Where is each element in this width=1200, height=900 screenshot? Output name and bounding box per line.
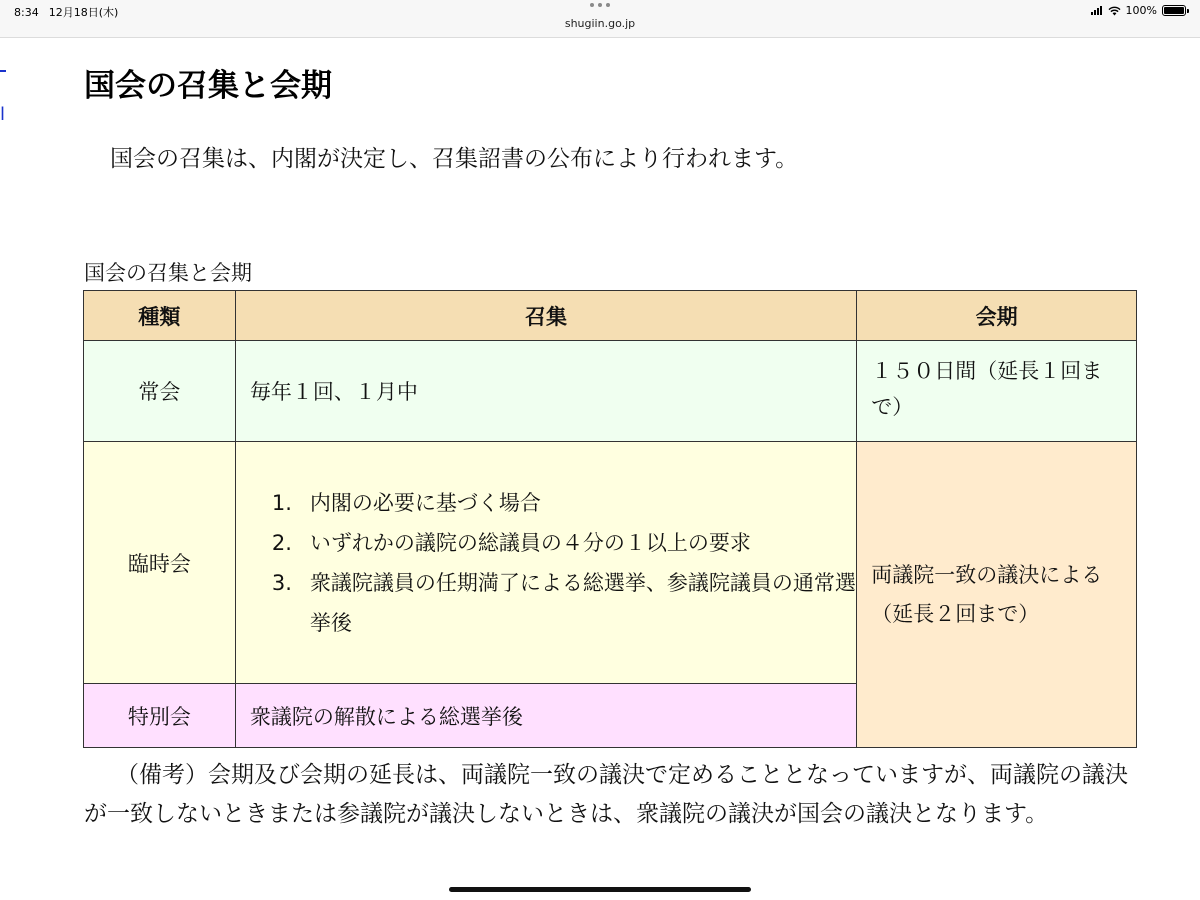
cell-convocation-rinji	[235, 442, 856, 684]
status-time: 8:34	[14, 6, 39, 19]
cell-session-jokai: １５０日間（延長１回まで）	[857, 341, 1137, 442]
header-kind: 種類	[84, 291, 236, 341]
list-item: 1. 内閣の必要に基づく場合	[271, 490, 541, 515]
table-header-row	[84, 291, 1137, 341]
cell-kind-jokai: 常会	[84, 341, 236, 442]
list-item: 2. いずれかの議院の総議員の４分の１以上の要求	[271, 530, 751, 555]
remarks-note: （備考）会期及び会期の延長は、両議院一致の議決で定めることとなっていますが、両議院の議決が一致しないときまたは参議院が議決しないときは、衆議院の議決が国会の議決となります。	[84, 762, 1128, 827]
list-item: 3. 衆議院議員の任期満了による総選挙、参議院議員の通常選挙後	[271, 570, 856, 635]
url-label[interactable]: shugiin.go.jp	[564, 17, 636, 30]
table-row-jokai	[84, 341, 1137, 442]
cell-kind-rinji: 臨時会	[84, 442, 236, 684]
cellular-signal-icon	[1091, 6, 1103, 15]
header-session: 会期	[857, 291, 1137, 341]
table-row-rinji	[84, 442, 1137, 684]
intro-text: 国会の召集は、内閣が決定し、召集詔書の公布により行われます。	[110, 146, 799, 172]
header-convocation: 召集	[235, 291, 856, 341]
status-bar	[0, 0, 1200, 38]
cell-kind-tokubetsu: 特別会	[84, 684, 236, 748]
cell-session-shared	[857, 442, 1137, 748]
multitasking-dots-icon[interactable]	[590, 3, 610, 9]
home-indicator[interactable]	[449, 887, 751, 892]
status-date: 12月18日(木)	[48, 6, 119, 19]
cell-convocation-jokai: 毎年１回、１月中	[235, 341, 856, 442]
cut-off-link-fragment-2[interactable]: l	[0, 104, 6, 125]
wifi-icon	[1108, 6, 1121, 16]
cut-off-link-fragment[interactable]	[0, 70, 6, 72]
table-caption: 国会の召集と会期	[84, 261, 252, 285]
shared-session-line1: 両議院一致の議決による	[871, 562, 1103, 587]
page-title: 国会の召集と会期	[84, 68, 332, 104]
requirements-list	[236, 483, 856, 643]
status-indicators	[1091, 4, 1186, 17]
session-table	[83, 290, 1137, 748]
battery-icon	[1162, 5, 1186, 16]
shared-session-line2: （延長２回まで）	[871, 601, 1040, 626]
battery-percent: 100%	[1125, 4, 1157, 17]
cell-convocation-tokubetsu: 衆議院の解散による総選挙後	[235, 684, 856, 748]
